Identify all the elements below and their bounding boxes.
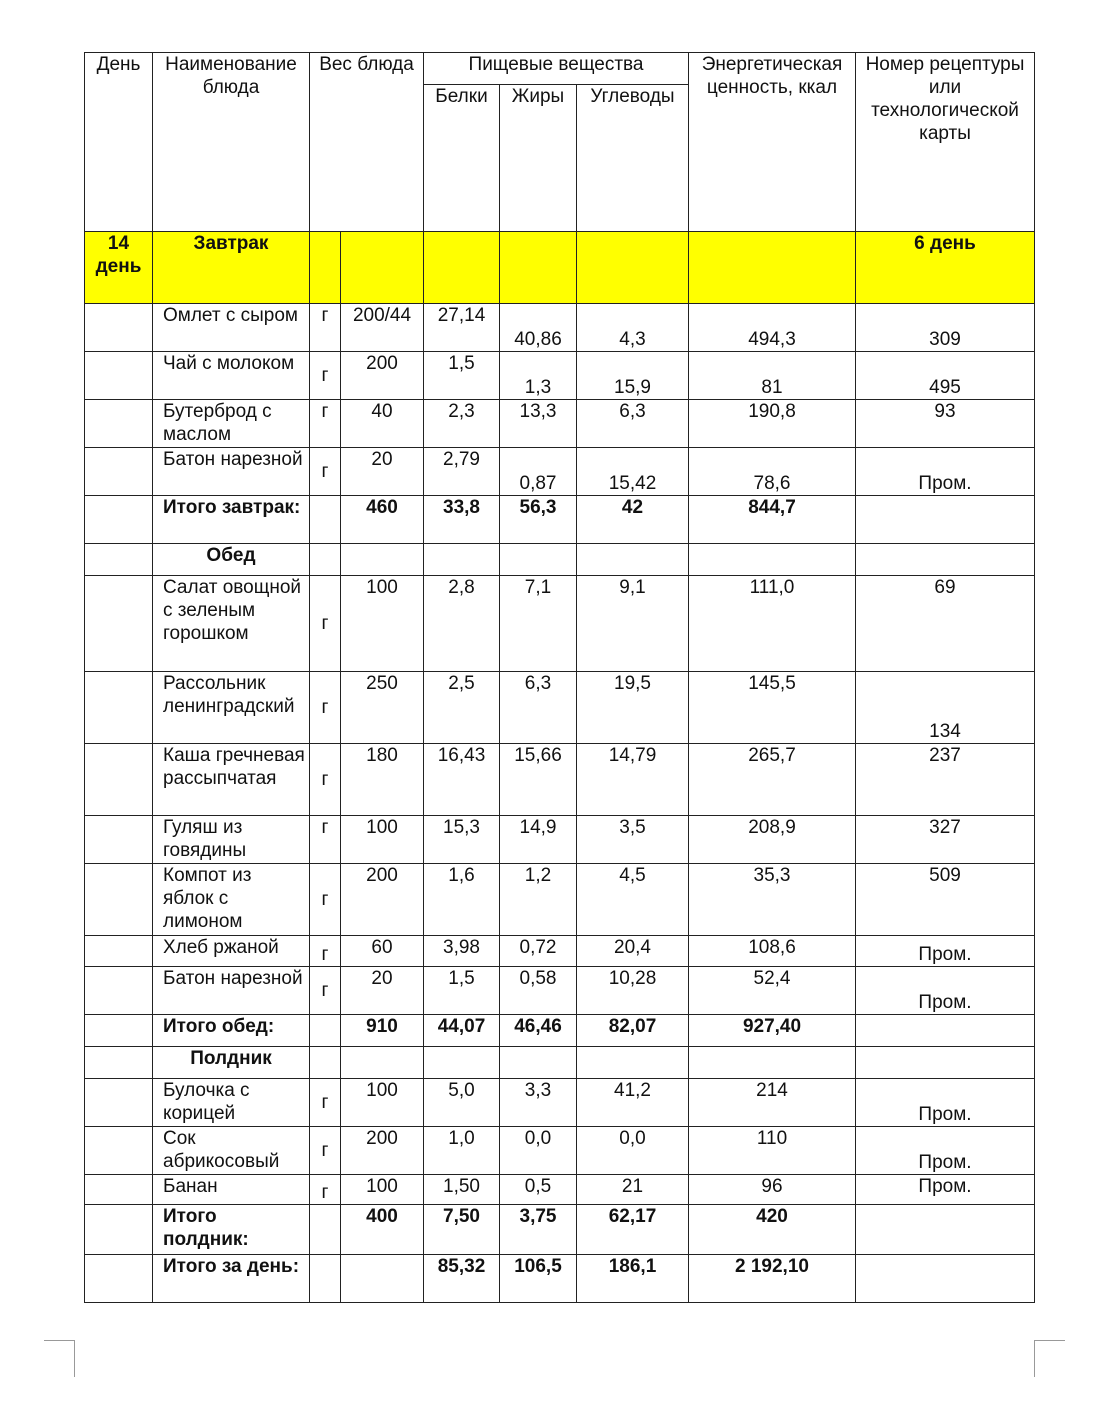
meal-section-row bbox=[85, 1047, 1035, 1079]
energy: 494,3 bbox=[689, 304, 856, 352]
table-row bbox=[85, 400, 1035, 448]
recipe-number: Пром. bbox=[856, 448, 1035, 496]
unit: г bbox=[310, 816, 341, 864]
protein: 1,6 bbox=[424, 864, 500, 936]
energy: 110 bbox=[689, 1127, 856, 1175]
fat: 3,3 bbox=[500, 1079, 577, 1127]
fat: 1,2 bbox=[500, 864, 577, 936]
subtotal-row bbox=[85, 496, 1035, 544]
weight: 200/44 bbox=[341, 304, 424, 352]
carbs: 10,28 bbox=[577, 967, 689, 1015]
unit: г bbox=[310, 1127, 341, 1175]
recipe-number: Пром. bbox=[856, 1079, 1035, 1127]
protein: 1,5 bbox=[424, 967, 500, 1015]
header-fat: Жиры bbox=[500, 85, 577, 232]
unit: г bbox=[310, 352, 341, 400]
header-weight: Вес блюда bbox=[310, 53, 424, 232]
energy: 265,7 bbox=[689, 744, 856, 816]
weight: 200 bbox=[341, 352, 424, 400]
weight: 180 bbox=[341, 744, 424, 816]
table-row bbox=[85, 1127, 1035, 1175]
recipe-number: 237 bbox=[856, 744, 1035, 816]
dish-name: Булочка с корицей bbox=[153, 1079, 310, 1127]
dish-name: Банан bbox=[153, 1175, 310, 1205]
dish-name: Гуляш из говядины bbox=[153, 816, 310, 864]
carbs: 41,2 bbox=[577, 1079, 689, 1127]
protein: 2,3 bbox=[424, 400, 500, 448]
header-day: День bbox=[85, 53, 153, 232]
weight: 200 bbox=[341, 1127, 424, 1175]
day-row bbox=[85, 232, 1035, 304]
header-nutrients: Пищевые вещества bbox=[424, 53, 689, 85]
day-total-fat: 106,5 bbox=[500, 1255, 577, 1303]
unit: г bbox=[310, 304, 341, 352]
fat: 0,87 bbox=[500, 448, 577, 496]
dish-name: Бутерброд с маслом bbox=[153, 400, 310, 448]
weight: 100 bbox=[341, 1079, 424, 1127]
fat: 7,1 bbox=[500, 576, 577, 672]
unit: г bbox=[310, 1079, 341, 1127]
protein: 15,3 bbox=[424, 816, 500, 864]
unit: г bbox=[310, 967, 341, 1015]
carbs: 20,4 bbox=[577, 936, 689, 967]
subtotal-weight: 910 bbox=[341, 1015, 424, 1047]
meal-title-breakfast: Завтрак bbox=[153, 232, 310, 304]
subtotal-row bbox=[85, 1205, 1035, 1255]
fat: 13,3 bbox=[500, 400, 577, 448]
day-total-label: Итого за день: bbox=[153, 1255, 310, 1303]
recipe-number: Пром. bbox=[856, 1127, 1035, 1175]
unit: г bbox=[310, 448, 341, 496]
header-energy: Энергетическая ценность, ккал bbox=[689, 53, 856, 232]
subtotal-energy: 927,40 bbox=[689, 1015, 856, 1047]
fat: 15,66 bbox=[500, 744, 577, 816]
subtotal-protein: 33,8 bbox=[424, 496, 500, 544]
day-total-row bbox=[85, 1255, 1035, 1303]
meal-title-lunch: Обед bbox=[153, 544, 310, 576]
table-row bbox=[85, 1175, 1035, 1205]
weight: 40 bbox=[341, 400, 424, 448]
subtotal-label: Итого обед: bbox=[153, 1015, 310, 1047]
page-corner-mark-right bbox=[1034, 1340, 1065, 1377]
recipe-number: Пром. bbox=[856, 936, 1035, 967]
table-row bbox=[85, 672, 1035, 744]
recipe-number: Пром. bbox=[856, 1175, 1035, 1205]
subtotal-fat: 56,3 bbox=[500, 496, 577, 544]
carbs: 3,5 bbox=[577, 816, 689, 864]
table-row bbox=[85, 864, 1035, 936]
dish-name: Салат овощной с зеленым горошком bbox=[153, 576, 310, 672]
dish-name: Омлет с сыром bbox=[153, 304, 310, 352]
weight: 250 bbox=[341, 672, 424, 744]
energy: 52,4 bbox=[689, 967, 856, 1015]
fat: 6,3 bbox=[500, 672, 577, 744]
carbs: 14,79 bbox=[577, 744, 689, 816]
subtotal-protein: 7,50 bbox=[424, 1205, 500, 1255]
header-carbs: Углеводы bbox=[577, 85, 689, 232]
subtotal-label: Итого полдник: bbox=[153, 1205, 310, 1255]
weight: 60 bbox=[341, 936, 424, 967]
protein: 27,14 bbox=[424, 304, 500, 352]
recipe-number: 134 bbox=[856, 672, 1035, 744]
protein: 16,43 bbox=[424, 744, 500, 816]
protein: 1,0 bbox=[424, 1127, 500, 1175]
subtotal-weight: 460 bbox=[341, 496, 424, 544]
unit: г bbox=[310, 400, 341, 448]
subtotal-weight: 400 bbox=[341, 1205, 424, 1255]
recipe-number: 495 bbox=[856, 352, 1035, 400]
menu-table bbox=[84, 52, 1035, 1303]
day-total-protein: 85,32 bbox=[424, 1255, 500, 1303]
subtotal-energy: 420 bbox=[689, 1205, 856, 1255]
energy: 145,5 bbox=[689, 672, 856, 744]
weight: 100 bbox=[341, 576, 424, 672]
carbs: 9,1 bbox=[577, 576, 689, 672]
weight: 100 bbox=[341, 1175, 424, 1205]
unit: г bbox=[310, 672, 341, 744]
energy: 190,8 bbox=[689, 400, 856, 448]
carbs: 15,9 bbox=[577, 352, 689, 400]
recipe-number: 309 bbox=[856, 304, 1035, 352]
subtotal-protein: 44,07 bbox=[424, 1015, 500, 1047]
subtotal-fat: 46,46 bbox=[500, 1015, 577, 1047]
dish-name: Сок абрикосовый bbox=[153, 1127, 310, 1175]
table-row bbox=[85, 967, 1035, 1015]
recipe-number: 509 bbox=[856, 864, 1035, 936]
day-total-energy: 2 192,10 bbox=[689, 1255, 856, 1303]
protein: 2,79 bbox=[424, 448, 500, 496]
recipe-number: 327 bbox=[856, 816, 1035, 864]
table-row bbox=[85, 1079, 1035, 1127]
energy: 96 bbox=[689, 1175, 856, 1205]
unit: г bbox=[310, 864, 341, 936]
day-label: 14 день bbox=[85, 232, 153, 304]
table-row bbox=[85, 816, 1035, 864]
subtotal-carbs: 42 bbox=[577, 496, 689, 544]
weight: 20 bbox=[341, 448, 424, 496]
dish-name: Чай с молоком bbox=[153, 352, 310, 400]
carbs: 0,0 bbox=[577, 1127, 689, 1175]
recipe-number: 93 bbox=[856, 400, 1035, 448]
recipe-number: Пром. bbox=[856, 967, 1035, 1015]
fat: 0,72 bbox=[500, 936, 577, 967]
subtotal-energy: 844,7 bbox=[689, 496, 856, 544]
protein: 1,50 bbox=[424, 1175, 500, 1205]
carbs: 15,42 bbox=[577, 448, 689, 496]
fat: 40,86 bbox=[500, 304, 577, 352]
energy: 111,0 bbox=[689, 576, 856, 672]
table-row bbox=[85, 744, 1035, 816]
protein: 2,8 bbox=[424, 576, 500, 672]
fat: 0,5 bbox=[500, 1175, 577, 1205]
header-dish-name: Наименование блюда bbox=[153, 53, 310, 232]
table-row bbox=[85, 352, 1035, 400]
dish-name: Хлеб ржаной bbox=[153, 936, 310, 967]
weight: 20 bbox=[341, 967, 424, 1015]
carbs: 4,5 bbox=[577, 864, 689, 936]
dish-name: Батон нарезной bbox=[153, 967, 310, 1015]
unit: г bbox=[310, 1175, 341, 1205]
header-protein: Белки bbox=[424, 85, 500, 232]
dish-name: Компот из яблок с лимоном bbox=[153, 864, 310, 936]
protein: 3,98 bbox=[424, 936, 500, 967]
fat: 14,9 bbox=[500, 816, 577, 864]
carbs: 19,5 bbox=[577, 672, 689, 744]
meal-section-row bbox=[85, 544, 1035, 576]
energy: 78,6 bbox=[689, 448, 856, 496]
table-row bbox=[85, 448, 1035, 496]
protein: 2,5 bbox=[424, 672, 500, 744]
carbs: 6,3 bbox=[577, 400, 689, 448]
recipe-number: 69 bbox=[856, 576, 1035, 672]
dish-name: Рассольник ленинградский bbox=[153, 672, 310, 744]
carbs: 21 bbox=[577, 1175, 689, 1205]
energy: 81 bbox=[689, 352, 856, 400]
weight: 100 bbox=[341, 816, 424, 864]
unit: г bbox=[310, 744, 341, 816]
page-corner-mark-left bbox=[44, 1340, 75, 1377]
energy: 214 bbox=[689, 1079, 856, 1127]
unit: г bbox=[310, 576, 341, 672]
table-row bbox=[85, 936, 1035, 967]
carbs: 4,3 bbox=[577, 304, 689, 352]
fat: 0,0 bbox=[500, 1127, 577, 1175]
subtotal-carbs: 62,17 bbox=[577, 1205, 689, 1255]
header-recipe: Номер рецептуры или технологической карты bbox=[856, 53, 1035, 232]
table-row bbox=[85, 304, 1035, 352]
day-number: 6 день bbox=[856, 232, 1035, 304]
fat: 1,3 bbox=[500, 352, 577, 400]
protein: 1,5 bbox=[424, 352, 500, 400]
weight: 200 bbox=[341, 864, 424, 936]
fat: 0,58 bbox=[500, 967, 577, 1015]
meal-title-snack: Полдник bbox=[153, 1047, 310, 1079]
day-total-carbs: 186,1 bbox=[577, 1255, 689, 1303]
energy: 35,3 bbox=[689, 864, 856, 936]
energy: 108,6 bbox=[689, 936, 856, 967]
table-row bbox=[85, 576, 1035, 672]
dish-name: Каша гречневая рассыпчатая bbox=[153, 744, 310, 816]
protein: 5,0 bbox=[424, 1079, 500, 1127]
dish-name: Батон нарезной bbox=[153, 448, 310, 496]
subtotal-row bbox=[85, 1015, 1035, 1047]
energy: 208,9 bbox=[689, 816, 856, 864]
subtotal-fat: 3,75 bbox=[500, 1205, 577, 1255]
unit: г bbox=[310, 936, 341, 967]
subtotal-carbs: 82,07 bbox=[577, 1015, 689, 1047]
subtotal-label: Итого завтрак: bbox=[153, 496, 310, 544]
